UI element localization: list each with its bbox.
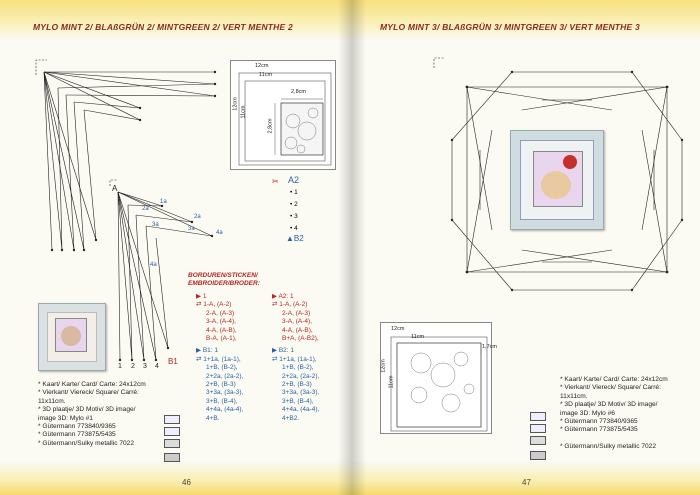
material-2: 11x11cm. [560,392,588,400]
material-3: * 3D plaatje/ 3D Motiv/ 3D image/ [38,406,136,414]
material-5: * Gütermann 773840/9365 [560,418,638,426]
col1-blue-4: 2+B, (B-3) [206,381,236,389]
col2-blue-3: 2+2a, (2a-2), [282,372,320,380]
col2-red-0: ▶ A2: 1 [272,293,294,300]
col2-blue-5: 3+3a, (3a-3), [282,389,320,397]
dim-side: 1,7cm [482,344,497,350]
instructions-heading-1: BORDUREN/STICKEN/ [188,272,258,279]
material-2: 11x11cm. [38,397,66,405]
mid-label-3a: 3a [152,222,159,228]
material-6: * Gütermann 773875/5435 [560,426,638,434]
material-8: * Gütermann/Sulky metallic 7022 [560,443,657,451]
materials-list [38,381,146,448]
legend-a2-label: A2 [288,175,300,185]
bottom-label-4: 4 [155,363,159,370]
bottom-label-1: 1 [118,363,122,370]
scissor-icon: ✂ [272,177,279,186]
material-1: * Vierkant/ Viereck/ Square/ Carré: [560,384,661,392]
legend-a2 [272,175,312,245]
col1-red-3: 3-A, (A-4), [206,318,236,326]
thread-swatch-icon [530,451,546,460]
dim-outer-v: 12cm [232,97,239,111]
col2-blue-7: 4+4a, (4a-4), [282,406,320,414]
legend-item-1: • 1 [290,189,298,196]
material-4: image 3D: Mylo #1 [38,414,93,422]
dim-outer: 12cm [255,63,269,69]
dim-inner: 11cm [259,72,273,78]
instructions-col2 [272,293,319,423]
mid-label-2a: 2a [142,206,149,212]
card-diagram [380,322,497,434]
dim-inner: 11cm [411,334,425,340]
col2-blue-6: 3+B, (B-4), [282,397,314,405]
material-7 [560,435,668,443]
mid-label-4a: 4a [150,262,157,268]
point-label-3a: 3a [188,226,195,232]
material-3: * 3D plaatje/ 3D Motiv/ 3D image/ [560,401,658,409]
dim-outer: 12cm [391,326,405,332]
dim-motif-v: 2,8cm [267,118,274,134]
col2-blue-0: ▶ B2: 1 [272,347,294,355]
thread-swatch-icon [164,415,180,424]
material-5: * Gütermann 773840/9365 [38,423,116,431]
dim-outer-v: 12cm [380,359,387,373]
instructions-col1 [196,293,243,423]
col2-blue-1: ⇄ 1+1a, (1a-1), [272,355,317,363]
thread-swatch-icon [530,436,546,445]
col2-red-2: 2-A, (A-3) [282,309,311,317]
instructions [188,272,260,289]
page-number: 47 [522,478,531,487]
thread-swatch-icon [164,439,180,448]
diagram-label-a: A [112,184,118,193]
material-0: * Kaart/ Karte/ Card/ Carte: 24x12cm [560,376,668,383]
point-label-4a: 4a [216,230,223,236]
legend-item-3: • 3 [290,213,298,220]
thread-swatch-icon [530,424,546,433]
legend-item-4: • 4 [290,225,298,232]
card-diagram [230,60,336,170]
label-b1: B1 [168,357,178,366]
col1-blue-8: 4+B. [206,414,220,422]
bottom-label-2: 2 [131,363,135,370]
point-label-1a: 1a [160,199,167,205]
col1-blue-3: 2+2a, (2a-2), [206,372,244,380]
thread-swatch-icon [164,453,180,462]
col2-blue-2: 1+B, (B-2), [282,364,314,372]
bottom-label-3: 3 [143,363,147,370]
col2-red-4: 4-A, (A-B), [282,326,313,334]
thread-swatch-icon [530,412,546,421]
col1-blue-1: ⇄ 1+1a, (1a-1), [196,355,241,363]
page-title: MYLO MINT 3/ BLAßGRÜN 3/ MINTGREEN 3/ VERT MENTHE 3 [380,22,640,32]
col1-red-4: 4-A, (A-B), [206,326,237,334]
page-title: MYLO MINT 2/ BLAßGRÜN 2/ MINTGREEN 2/ VERT MENTHE 2 [33,22,293,32]
material-7: * Gütermann/Sulky metallic 7022 [38,439,135,447]
dim-inner-v: 11cm [388,375,395,389]
col1-blue-5: 3+3a, (3a-3), [206,389,244,397]
instructions-heading-2: EMBROIDER/BRODER: [188,280,260,288]
col1-red-1: ⇄ 1-A, (A-2) [196,301,232,309]
col1-blue-6: 3+B, (B-4), [206,397,238,405]
material-6: * Gütermann 773875/5435 [38,431,116,439]
col2-blue-4: 2+B, (B-3) [282,381,312,389]
col2-blue-8: 4+B2. [282,414,300,422]
dim-motif: 2,8cm [291,89,306,95]
materials-list [560,376,668,452]
material-1: * Vierkant/ Viereck/ Square/ Carré: [38,389,139,397]
card-photo [38,303,106,371]
col2-red-3: 3-A, (A-4), [282,318,312,326]
material-0: * Kaart/ Karte/ Card/ Carte: 24x12cm [38,381,146,388]
col2-red-5: B+A, (A-B2), [282,335,319,343]
thread-swatch-icon [164,427,180,436]
dim-inner-v: 11cm [240,105,247,119]
col1-blue-7: 4+4a, (4a-4), [206,406,244,414]
right-page [352,0,700,495]
col1-red-2: 2-A, (A-3) [206,309,235,317]
card-photo [510,130,604,230]
col1-red-0: ▶ 1 [196,293,207,300]
col2-red-1: ⇄ 1-A, (A-2) [272,301,308,309]
col1-blue-2: 1+B, (B-2), [206,364,238,372]
col1-blue-0: ▶ B1: 1 [196,347,218,355]
page-number: 46 [182,478,191,487]
legend-item-2: • 2 [290,201,298,208]
legend-b2-label: ▲B2 [286,234,304,243]
col1-red-5: B-A, (A-1), [206,335,237,343]
point-label-2a: 2a [194,214,201,220]
material-4: image 3D: Mylo #6 [560,409,615,417]
